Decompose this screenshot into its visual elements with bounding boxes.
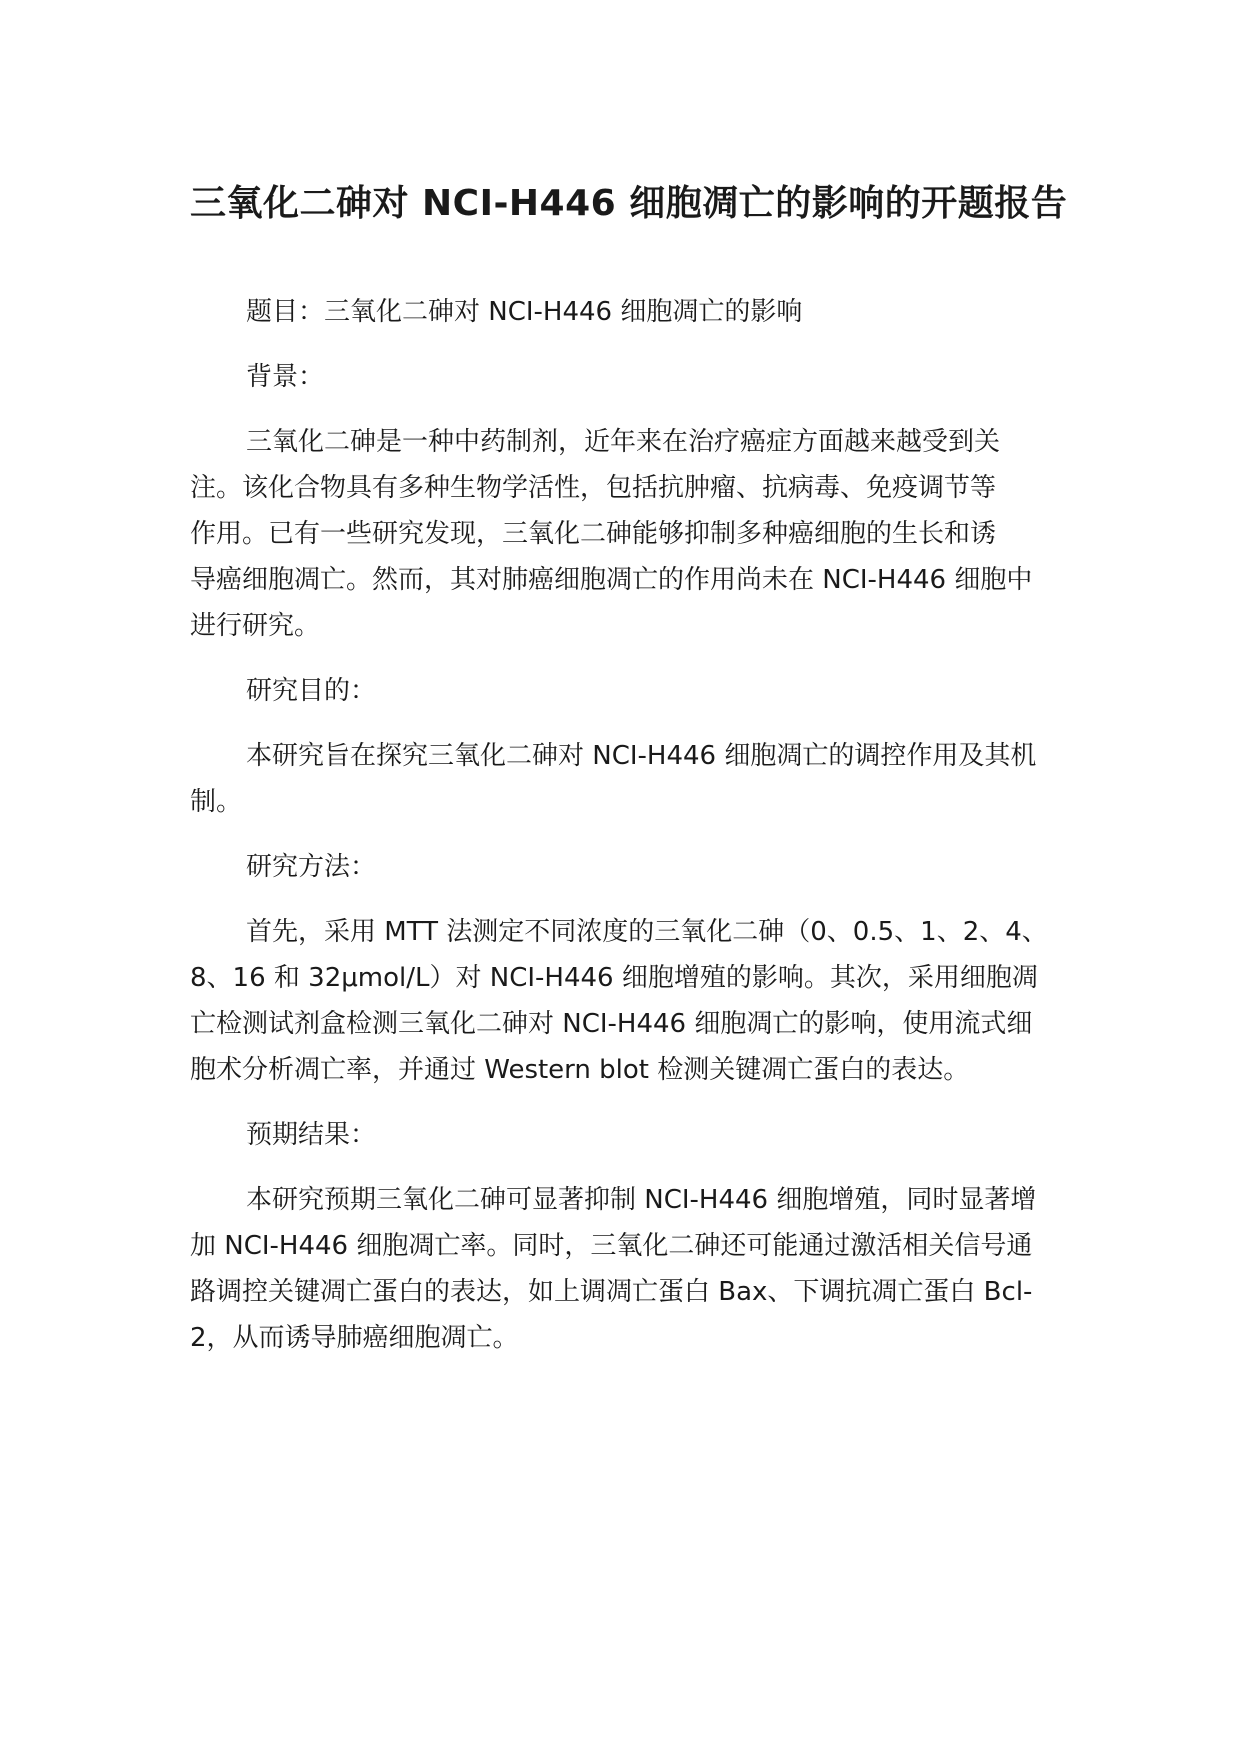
methods-heading: 研究方法： <box>246 852 377 882</box>
expected-text-line: 本研究预期三氧化二砷可显著抑制 NCI-H446 细胞增殖，同时显著增 <box>246 1185 1037 1215</box>
background-text-line: 作用。已有一些研究发现，三氧化二砷能够抑制多种癌细胞的生长和诱 <box>190 519 997 549</box>
topic-line: 题目：三氧化二砷对 NCI-H446 细胞凋亡的影响 <box>246 297 803 327</box>
methods-text-line: 胞术分析凋亡率，并通过 Western blot 检测关键凋亡蛋白的表达。 <box>190 1055 970 1085</box>
expected-text-line: 2，从而诱导肺癌细胞凋亡。 <box>190 1323 519 1353</box>
expected-text-line: 加 NCI-H446 细胞凋亡率。同时，三氧化二砷还可能通过激活相关信号通 <box>190 1231 1033 1261</box>
expected-heading: 预期结果： <box>246 1120 377 1150</box>
background-text-line: 注。该化合物具有多种生物学活性，包括抗肿瘤、抗病毒、免疫调节等 <box>190 473 997 503</box>
methods-text-line: 8、16 和 32μmol/L）对 NCI-H446 细胞增殖的影响。其次，采用细胞凋 <box>190 963 1038 993</box>
methods-text-line: 首先，采用 MTT 法测定不同浓度的三氧化二砷（0、0.5、1、2、4、 <box>246 917 1048 947</box>
background-text-line: 进行研究。 <box>190 611 321 641</box>
document-title: 三氧化二砷对 NCI-H446 细胞凋亡的影响的开题报告 <box>190 183 1068 224</box>
background-text-line: 导癌细胞凋亡。然而，其对肺癌细胞凋亡的作用尚未在 NCI-H446 细胞中 <box>190 565 1033 595</box>
methods-text-line: 亡检测试剂盒检测三氧化二砷对 NCI-H446 细胞凋亡的影响，使用流式细 <box>190 1009 1033 1039</box>
objective-text-line: 本研究旨在探究三氧化二砷对 NCI-H446 细胞凋亡的调控作用及其机 <box>246 741 1037 771</box>
objective-text-line: 制。 <box>190 787 243 817</box>
background-heading: 背景： <box>246 362 325 392</box>
background-text-line: 三氧化二砷是一种中药制剂，近年来在治疗癌症方面越来越受到关 <box>246 427 1001 457</box>
objective-heading: 研究目的： <box>246 676 377 706</box>
expected-text-line: 路调控关键凋亡蛋白的表达，如上调凋亡蛋白 Bax、下调抗凋亡蛋白 Bcl- <box>190 1277 1033 1307</box>
